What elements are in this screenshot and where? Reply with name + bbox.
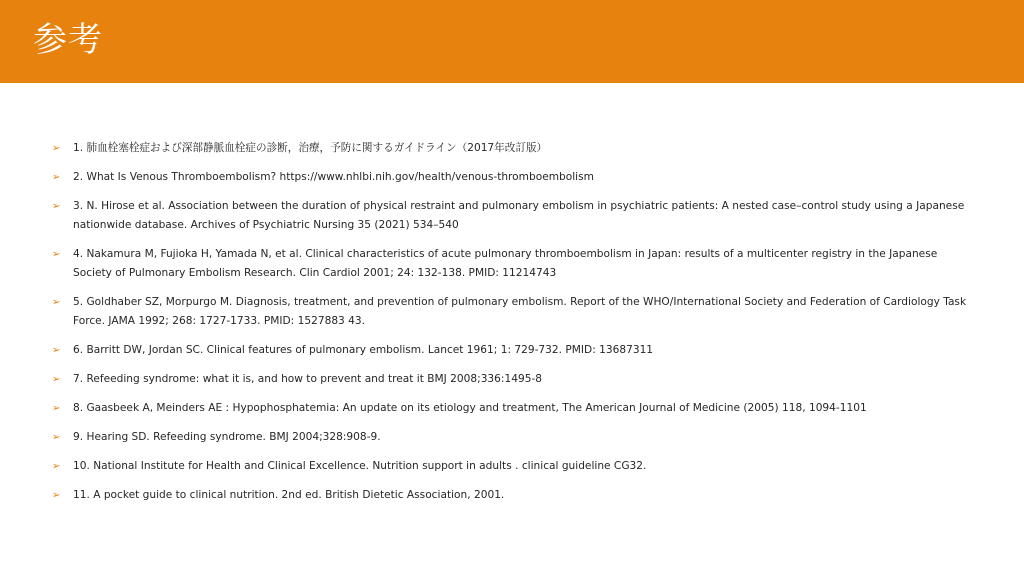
reference-item <box>52 457 972 476</box>
arrowhead-bullet-icon: ➢ <box>52 143 61 154</box>
reference-text: 3. N. Hirose et al. Association between the duration of physical restraint and pulmonary embolism in psychiatric patients: A nested case–control study using a Japanese nationwide database. Archives of Psychiatric Nursing 35 (2021) 534–540 <box>73 200 965 231</box>
arrowhead-bullet-icon: ➢ <box>52 374 61 385</box>
reference-item <box>52 486 972 505</box>
title-bar <box>0 0 1024 83</box>
arrowhead-bullet-icon: ➢ <box>52 201 61 212</box>
arrowhead-bullet-icon: ➢ <box>52 403 61 414</box>
reference-item <box>52 245 972 283</box>
arrowhead-bullet-icon: ➢ <box>52 297 61 308</box>
reference-item <box>52 370 972 389</box>
reference-item <box>52 197 972 235</box>
arrowhead-bullet-icon: ➢ <box>52 172 61 183</box>
reference-item <box>52 139 972 158</box>
arrowhead-bullet-icon: ➢ <box>52 461 61 472</box>
reference-item <box>52 293 972 331</box>
reference-item <box>52 341 972 360</box>
slide-title: 参考 <box>33 20 103 60</box>
reference-text: 11. A pocket guide to clinical nutrition. 2nd ed. British Dietetic Association, 2001. <box>73 489 505 501</box>
reference-text: 2. What Is Venous Thromboembolism? https://www.nhlbi.nih.gov/health/venous-thromboembolism <box>73 171 594 183</box>
arrowhead-bullet-icon: ➢ <box>52 345 61 356</box>
arrowhead-bullet-icon: ➢ <box>52 249 61 260</box>
reference-list <box>52 139 972 515</box>
reference-item <box>52 168 972 187</box>
arrowhead-bullet-icon: ➢ <box>52 432 61 443</box>
reference-text: 1. 肺血栓塞栓症および深部静脈血栓症の診断，治療，予防に関するガイドライン（2017年改訂版） <box>73 142 548 154</box>
arrowhead-bullet-icon: ➢ <box>52 490 61 501</box>
reference-item <box>52 399 972 418</box>
reference-text: 5. Goldhaber SZ, Morpurgo M. Diagnosis, treatment, and prevention of pulmonary embolism. Report of the WHO/International Society and Federation of Cardiology Task Force. JAMA 1992; 268: 1727-1733. PMID: 1527883 43. <box>73 296 967 327</box>
reference-item <box>52 428 972 447</box>
reference-text: 8. Gaasbeek A, Meinders AE : Hypophosphatemia: An update on its etiology and treatment, The American Journal of Medicine (2005) 118, 1094-1101 <box>73 402 867 414</box>
reference-text: 6. Barritt DW, Jordan SC. Clinical features of pulmonary embolism. Lancet 1961; 1: 729-732. PMID: 13687311 <box>73 344 654 356</box>
reference-text: 4. Nakamura M, Fujioka H, Yamada N, et al. Clinical characteristics of acute pulmonary thromboembolism in Japan: results of a multicenter registry in the Japanese Society of Pulmonary Embolism Research. Clin Cardiol 2001; 24: 132-138. PMID: 11214743 <box>73 248 938 279</box>
reference-text: 9. Hearing SD. Refeeding syndrome. BMJ 2004;328:908-9. <box>73 431 381 443</box>
reference-text: 7. Refeeding syndrome: what it is, and how to prevent and treat it BMJ 2008;336:1495-8 <box>73 373 543 385</box>
reference-text: 10. National Institute for Health and Clinical Excellence. Nutrition support in adults . clinical guideline CG32. <box>73 460 647 472</box>
